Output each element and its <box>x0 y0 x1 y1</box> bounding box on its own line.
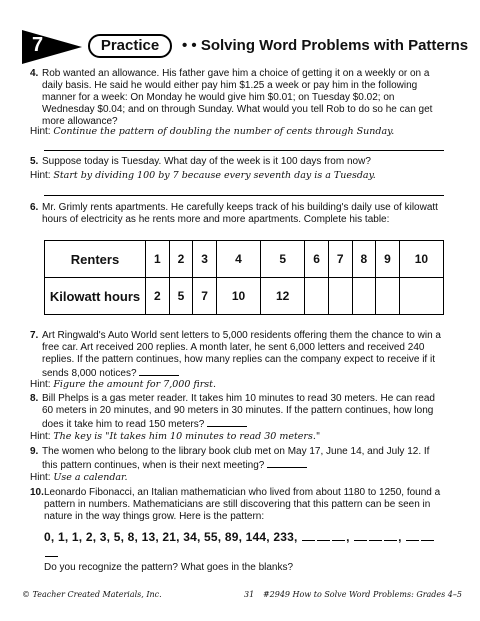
question-5 <box>30 156 445 168</box>
kilowatt-row <box>45 278 444 315</box>
hint-text: The key is "It takes him 10 minutes to read 30 meters." <box>53 431 321 442</box>
kwh-cell: 5 <box>169 278 193 315</box>
renters-cell: 8 <box>352 241 376 278</box>
renters-cell: 9 <box>376 241 400 278</box>
unit-number: 7 <box>32 34 44 56</box>
question-number: 7. <box>30 330 39 341</box>
question-9 <box>30 446 445 472</box>
question-number: 4. <box>30 68 39 79</box>
hint-4 <box>30 126 450 138</box>
page-title: • • Solving Word Problems with Patterns <box>182 37 469 54</box>
answer-line[interactable] <box>44 195 444 196</box>
practice-badge: Practice <box>88 34 172 58</box>
renters-row <box>45 241 444 278</box>
hint-label: Hint: <box>30 431 51 442</box>
question-text: Suppose today is Tuesday. What day of the week is it 100 days from now? <box>42 156 371 167</box>
kwh-blank-cell[interactable] <box>352 278 376 315</box>
renters-cell: 4 <box>216 241 260 278</box>
footer-book-title: #2949 How to Solve Word Problems: Grades 4–5 <box>262 590 462 599</box>
header-arrow-shape <box>22 30 82 64</box>
question-text: Art Ringwald's Auto World sent letters to 5,000 residents offering them the chance to win a free car. Art received 200 replies. A month later, he sent 6,000 letters and received 240 replies. If the pattern continues, how many replies can the company expect to receive if it sends 8,000 notices? <box>42 330 441 379</box>
question-10-followup <box>44 562 459 574</box>
kwh-cell: 12 <box>261 278 305 315</box>
question-10 <box>30 487 445 523</box>
renters-cell: 5 <box>261 241 305 278</box>
question-text: Do you recognize the pattern? What goes in the blanks? <box>44 562 294 573</box>
question-number: 8. <box>30 393 39 404</box>
question-text: Leonardo Fibonacci, an Italian mathematician who lived from about 1180 to 1250, found a pattern in numbers. Mathematicians are still discovering that this pattern can be seen in nature in the way things grow. Here is the pattern: <box>44 487 441 522</box>
hint-5 <box>30 170 450 182</box>
sequence-blank[interactable] <box>405 530 435 544</box>
answer-blank[interactable] <box>207 417 247 427</box>
sequence-blank[interactable]: , <box>301 530 350 544</box>
kwh-blank-cell[interactable] <box>328 278 352 315</box>
hint-9 <box>30 472 450 484</box>
renters-cell: 10 <box>399 241 443 278</box>
renters-cell: 2 <box>169 241 193 278</box>
renters-cell: 7 <box>328 241 352 278</box>
kwh-cell: 2 <box>146 278 170 315</box>
renters-cell: 3 <box>193 241 217 278</box>
renters-kilowatt-table <box>44 240 444 315</box>
sequence-blank[interactable]: , <box>353 530 402 544</box>
hint-8 <box>30 431 450 443</box>
question-4 <box>30 68 445 128</box>
kwh-cell: 10 <box>216 278 260 315</box>
row-header-kilowatt-hours: Kilowatt hours <box>45 278 146 315</box>
question-8 <box>30 393 445 431</box>
hint-text: Continue the pattern of doubling the number of cents through Sunday. <box>53 126 395 137</box>
footer-copyright: © Teacher Created Materials, Inc. <box>22 590 162 599</box>
page-number: 31 <box>244 590 255 599</box>
kwh-blank-cell[interactable] <box>376 278 400 315</box>
hint-label: Hint: <box>30 170 51 181</box>
page-header <box>22 30 469 64</box>
hint-7 <box>30 379 450 391</box>
renters-cell: 1 <box>146 241 170 278</box>
hint-text: Figure the amount for 7,000 first. <box>53 379 217 390</box>
hint-label: Hint: <box>30 379 51 390</box>
answer-line[interactable] <box>44 150 444 151</box>
question-text: Mr. Grimly rents apartments. He carefully keeps track of his building's daily use of kilowatt hours of electricity as he rents more and more apartments. Complete his table: <box>42 202 438 225</box>
renters-cell: 6 <box>305 241 329 278</box>
question-number: 5. <box>30 156 39 167</box>
fibonacci-sequence <box>44 530 464 544</box>
question-number: 9. <box>30 446 39 457</box>
sequence-text: 0, 1, 1, 2, 3, 5, 8, 13, 21, 34, 55, 89, 144, 233, <box>44 530 298 544</box>
hint-text: Start by dividing 100 by 7 because every seventh day is a Tuesday. <box>53 170 376 181</box>
sequence-blank-continued[interactable] <box>44 546 464 560</box>
row-header-renters: Renters <box>45 241 146 278</box>
hint-label: Hint: <box>30 472 51 483</box>
question-text: The women who belong to the library book club met on May 17, June 14, and July 12. If this pattern continues, when is their next meeting? <box>42 446 430 471</box>
question-6 <box>30 202 445 226</box>
question-number: 6. <box>30 202 39 213</box>
kwh-blank-cell[interactable] <box>305 278 329 315</box>
kwh-cell: 7 <box>193 278 217 315</box>
question-number: 10. <box>30 487 44 498</box>
answer-blank[interactable] <box>267 458 307 468</box>
hint-text: Use a calendar. <box>53 472 128 483</box>
question-7 <box>30 330 445 380</box>
kwh-blank-cell[interactable] <box>399 278 443 315</box>
question-text: Rob wanted an allowance. His father gave him a choice of getting it on a weekly or on a daily basis. He said he would either pay him $1.25 a week or pay him in the following manner for a week: On Monday he would give him $0.01; on Tuesday $0.02; on Wednesday $0.04; and on through Sunday. What would you tell Rob to do so he can get more allowance? <box>42 68 433 127</box>
question-text: Bill Phelps is a gas meter reader. It takes him 10 minutes to read 30 meters. He can read 60 meters in 20 minutes, and 90 meters in 30 minutes. If the pattern continues, how long does it take him to read 150 meters? <box>42 393 435 430</box>
answer-blank[interactable] <box>139 366 179 376</box>
hint-label: Hint: <box>30 126 51 137</box>
